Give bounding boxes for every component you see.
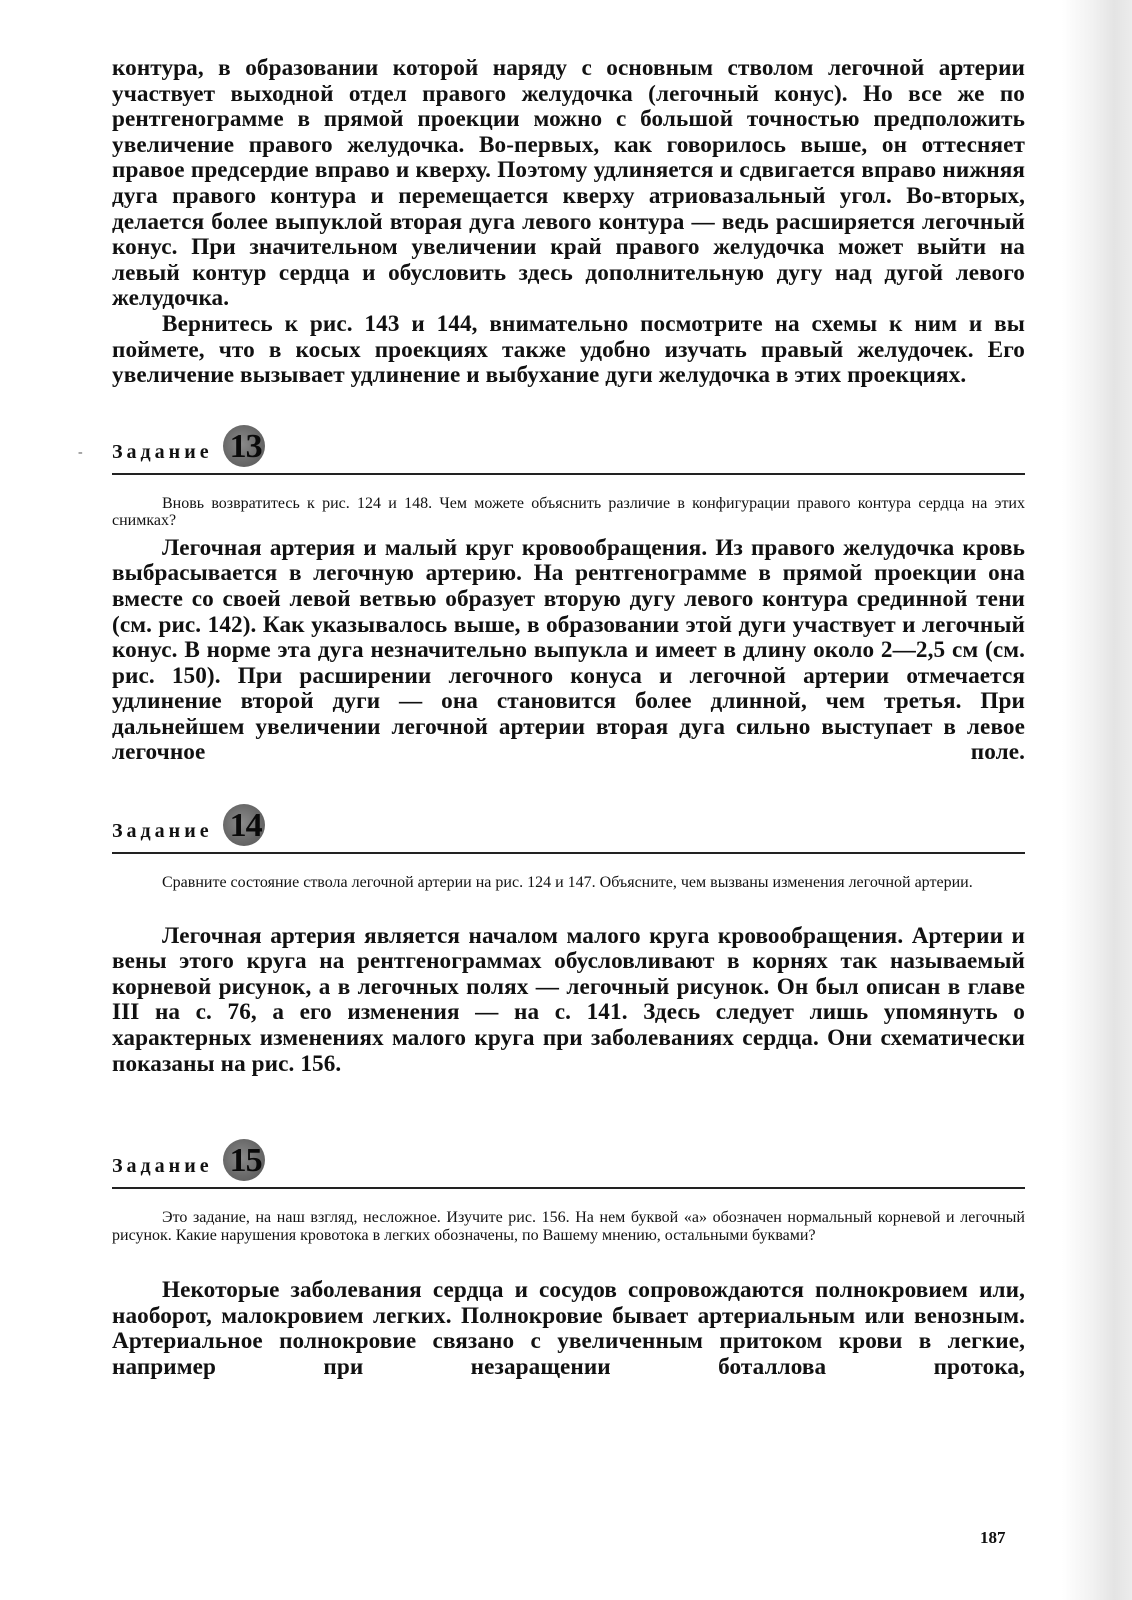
- task-number: 14: [229, 807, 262, 845]
- page-edge-shadow: [1062, 0, 1132, 1600]
- task-question: [112, 874, 1025, 892]
- task-number-badge: [223, 1139, 269, 1181]
- task-question-text: Вновь возвратитесь к рис. 124 и 148. Чем можете объяснить различие в конфигурации правого контура сердца на этих снимках?: [112, 494, 1025, 530]
- task-label: Задание: [112, 820, 213, 843]
- task-14: [112, 804, 1025, 892]
- task-question: [112, 1209, 1025, 1244]
- paragraph-pulmonary-artery: [112, 536, 1025, 766]
- task-13: [78, 425, 1025, 530]
- paragraph-pulmonary-circulation: Легочная артерия является началом малого круга кровообращения. Артерии и вены этого круга на рентгенограммах обусловливают в корнях так называемый корневой рисунок, а в легочных полях — легочный рисунок. Он был описан в главе III на с. 76, а его изменения — на с. 141. Здесь следует лишь упомянуть о характерных изменениях малого круга при заболеваниях сердца. Они схематически показаны на рис. 156.: [112, 922, 1025, 1077]
- book-page: [78, 55, 1025, 1381]
- task-number: 15: [229, 1142, 262, 1180]
- task-divider: [112, 473, 1025, 475]
- paragraph-lead-in: Легочная артерия и малый круг кровообращения.: [162, 534, 708, 561]
- task-divider: [112, 1187, 1025, 1189]
- task-number-badge: [223, 425, 269, 467]
- task-label: Задание: [112, 440, 213, 463]
- page-number: 187: [980, 1528, 1006, 1547]
- paragraph-right-ventricle: контура, в образовании которой наряду с основным стволом легочной артерии участвует выходной отдел правого желудочка (легочный конус). Но все же по рентгенограмме в прямой проекции можно с большой точностью предположить увеличение правого желудочка. Во-первых, как говорилось выше, он оттесняет правое предсердие вправо и кверху. Поэтому удлиняется и сдвигается вправо нижняя дуга правого контура и перемещается кверху атриовазальный угол. Во-вторых, делается более выпуклой вторая дуга левого контура — ведь расширяется легочный конус. При значительном увеличении край правого желудочка может выйти на левый контур сердца и обусловить здесь дополнительную дугу над дугой левого желудочка.: [112, 55, 1025, 312]
- paragraph-body: Из правого желудочка кровь выбрасывается в легочную артерию. На рентгенограмме в прямой проекции она вместе со своей левой ветвью образует вторую дугу левого контура срединной тени (см. рис. 142). Как указывалось выше, в образовании этой дуги участвует и легочный конус. В норме эта дуга незначительно выпукла и имеет в длину около 2—2,5 см (см. рис. 150). При расширении легочного конуса и легочной артерии отмечается удлинение второй дуги — она становится более длинной, чем третья. При дальнейшем увеличении легочной артерии вторая дуга сильно выступает в левое легочное поле.: [112, 534, 1025, 766]
- task-heading: [112, 1139, 1025, 1181]
- task-question-text: Это задание, на наш взгляд, несложное. Изучите рис. 156. На нем буквой «а» обозначен нормальный корневой и легочный рисунок. Какие нарушения кровотока в легких обозначены, по Вашему мнению, остальными буквами?: [112, 1209, 1025, 1244]
- paragraph-oblique-projections: Вернитесь к рис. 143 и 144, внимательно посмотрите на схемы к ним и вы поймете, что в косых проекциях также удобно изучать правый желудочек. Его увеличение вызывает удлинение и выбухание дуги желудочка в этих проекциях.: [112, 310, 1025, 389]
- task-divider: [112, 852, 1025, 854]
- task-heading: [112, 425, 1025, 467]
- margin-mark: -: [78, 444, 83, 460]
- task-number-badge: [223, 804, 269, 846]
- task-question: [112, 495, 1025, 530]
- task-heading: [112, 804, 1025, 846]
- task-question-text: Сравните состояние ствола легочной артерии на рис. 124 и 147. Объясните, чем вызваны изменения легочной артерии.: [162, 874, 973, 892]
- task-label: Задание: [112, 1155, 213, 1178]
- task-15: [112, 1139, 1025, 1244]
- paragraph-plethora: Некоторые заболевания сердца и сосудов сопровождаются полнокровием или, наоборот, малокровием легких. Полнокровие бывает артериальным или венозным. Артериальное полнокровие связано с увеличенным притоком крови в легкие, например при незаращении боталлова протока,: [112, 1277, 1025, 1380]
- task-number: 13: [229, 427, 262, 465]
